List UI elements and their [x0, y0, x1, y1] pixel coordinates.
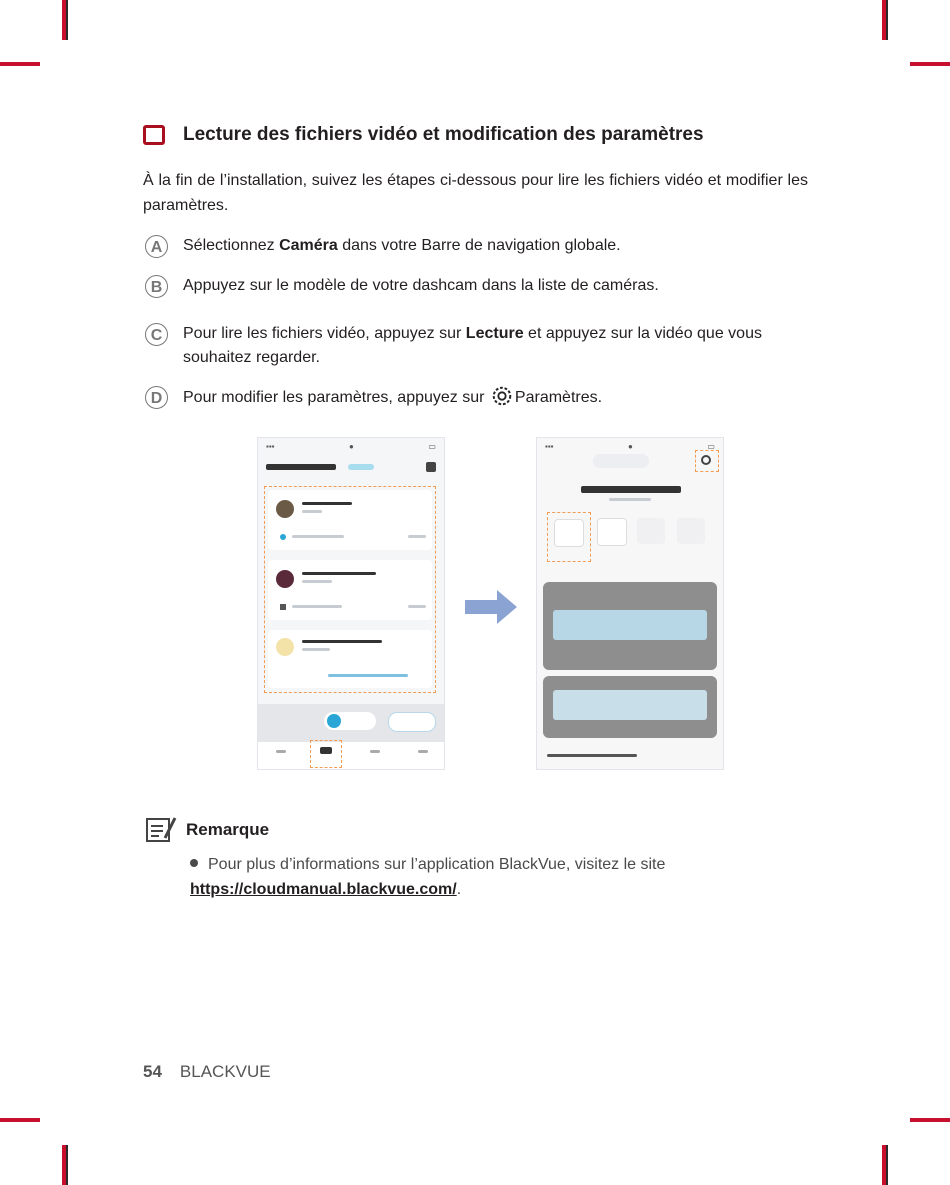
settings-highlight [695, 450, 719, 472]
note-title: Remarque [186, 820, 270, 839]
crop-mark [0, 1118, 40, 1122]
intro-paragraph: À la fin de l’installation, suivez les étapes ci-dessous pour lire les fichiers vidéo et modifier les paramètres. [143, 172, 808, 214]
brand-name: BLACKVUE [179, 1062, 271, 1081]
camera-card [268, 490, 432, 550]
step-text: Sélectionnez Caméra dans votre Barre de navigation globale. [183, 237, 621, 254]
camera-detail-screenshot [536, 437, 724, 770]
status-bar: ▪▪▪ ● ▭ [266, 441, 436, 451]
crop-mark [910, 62, 950, 66]
scan-button [388, 712, 436, 732]
video-panel [543, 582, 717, 670]
action-tile [597, 518, 627, 546]
crop-mark [910, 1118, 950, 1122]
action-tile [637, 518, 665, 544]
header-text [266, 464, 336, 470]
step-badge: D [145, 386, 168, 409]
step-d [145, 385, 805, 410]
gear-icon [491, 385, 513, 407]
step-badge: B [145, 275, 168, 298]
page-number: 54 [143, 1062, 162, 1081]
step-text: Pour lire les fichiers vidéo, appuyez sur Lecture et appuyez sur la vidéo que vous souhaitez regarder. [183, 325, 762, 366]
mode-pill [593, 454, 649, 468]
camera-name [581, 486, 681, 493]
note-item: Pour plus d’informations sur l’application BlackVue, visitez le site https://cloudmanual.blackvue.com/. [190, 856, 666, 898]
bullet [190, 859, 198, 867]
step-badge: C [145, 323, 168, 346]
step-c [145, 322, 805, 370]
note-text: Pour plus d’informations sur l’application BlackVue, visitez le site [208, 856, 666, 873]
page-footer [143, 1062, 271, 1082]
playback-highlight [547, 512, 591, 562]
camera-tab-highlight [310, 740, 342, 768]
arrow-right-icon [465, 590, 517, 624]
section-heading [143, 124, 704, 146]
section-title: Lecture des fichiers vidéo et modification des paramètres [183, 124, 704, 145]
crop-mark [0, 62, 40, 66]
video-panel [543, 676, 717, 738]
crop-mark [66, 1145, 68, 1185]
step-text: Appuyez sur le modèle de votre dashcam dans la liste de caméras. [183, 277, 659, 294]
note-icon [145, 816, 177, 844]
cloudmanual-link[interactable]: https://cloudmanual.blackvue.com/ [190, 881, 457, 898]
camera-list-screenshot [257, 437, 445, 770]
crop-mark [886, 0, 888, 40]
camera-card [268, 630, 432, 688]
header-icon [426, 462, 436, 472]
camera-card [268, 560, 432, 620]
tab-bar [258, 742, 444, 769]
crop-mark [66, 0, 68, 40]
step-a [145, 234, 805, 258]
header-badge [348, 464, 374, 470]
checkbox-icon [143, 125, 165, 145]
step-badge: A [145, 235, 168, 258]
step-b [145, 274, 805, 298]
add-button [324, 712, 376, 730]
step-text: Pour modifier les paramètres, appuyez sur Paramètres. [183, 385, 602, 410]
status-bar: ▪▪▪ ● ▭ [545, 441, 715, 451]
crop-mark [886, 1145, 888, 1185]
action-tile [677, 518, 705, 544]
